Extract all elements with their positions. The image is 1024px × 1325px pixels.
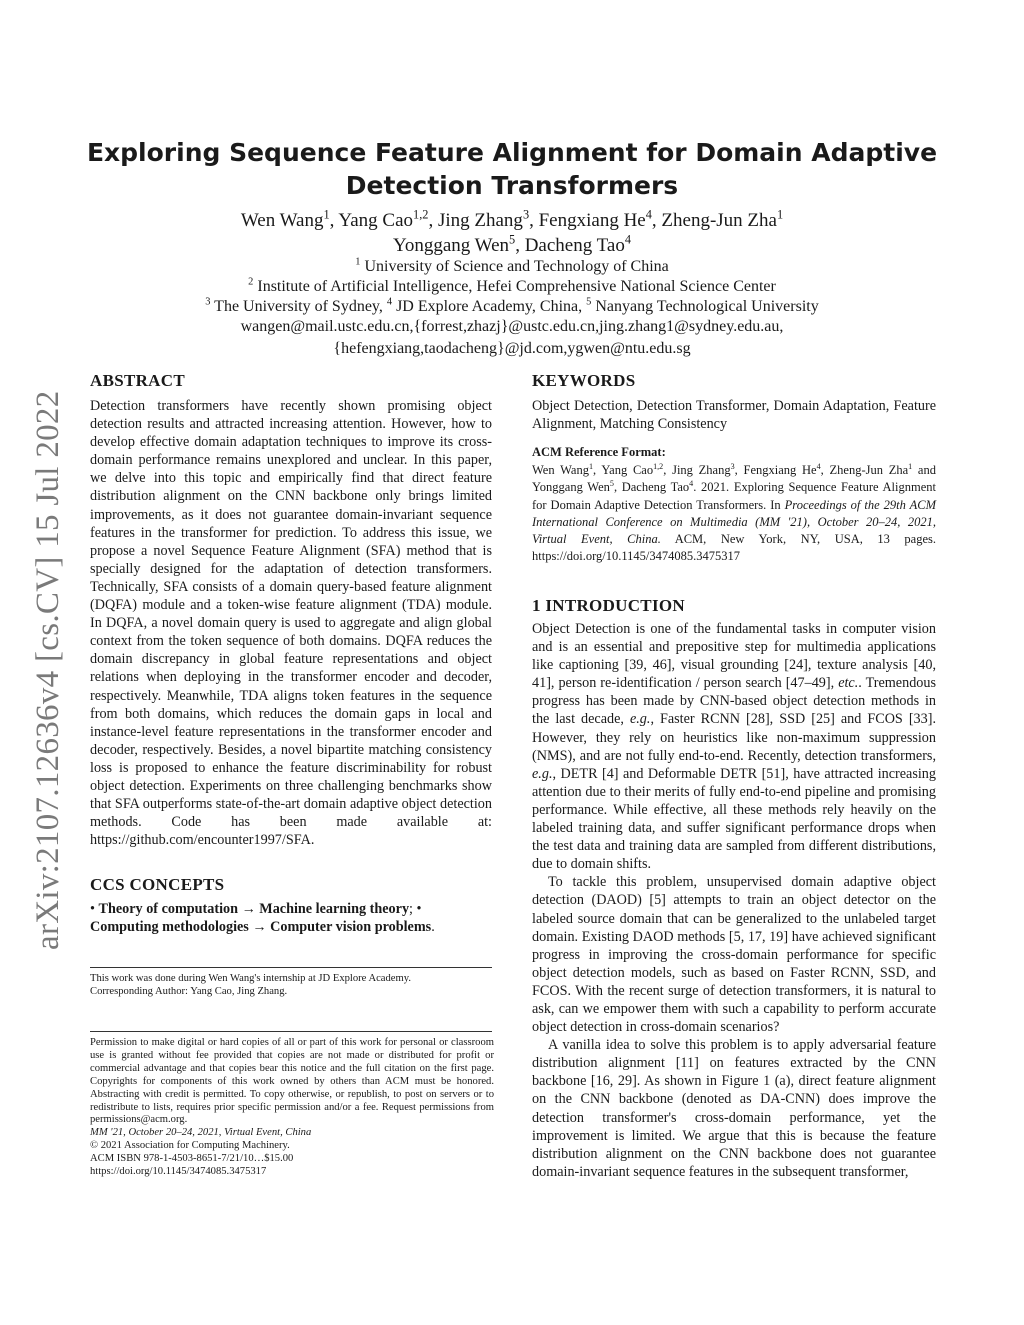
paper-title-line-1: Exploring Sequence Feature Alignment for Domain Adaptive bbox=[86, 138, 938, 167]
affiliation-marker: 5 bbox=[586, 296, 592, 308]
author-name: Fengxiang He bbox=[538, 210, 646, 231]
author-affiliation-marker: 1 bbox=[908, 461, 913, 471]
author-separator: , bbox=[820, 463, 830, 477]
reference-year-title: 2021. Exploring Sequence Feature Alignment for Domain Adaptive Detection Transformers. In bbox=[532, 480, 936, 512]
author-separator: , bbox=[663, 463, 673, 477]
author-separator: , bbox=[651, 210, 662, 231]
reference-proceedings: Proceedings of the 29th ACM International Conference on Multimedia (MM '21), October 20–24, 2021, Virtual Event, China. bbox=[532, 497, 936, 547]
author-affiliation-marker: 3 bbox=[730, 461, 735, 471]
footnote-line-1: This work was done during Wen Wang's internship at JD Explore Academy. bbox=[90, 973, 411, 984]
intro-paragraph-1 bbox=[532, 620, 936, 873]
author-name: Dacheng Tao bbox=[621, 480, 690, 495]
author-separator: , bbox=[529, 210, 539, 231]
introduction-heading: 1 INTRODUCTION bbox=[532, 596, 685, 615]
author-separator: , bbox=[329, 210, 339, 231]
intro-text-run: Object Detection is one of the fundamental tasks in computer vision and is an essential and prepositive step for multimedia applications like captioning [39, 46], visual grounding [24], texture analysis [40, 41], person re-identification / person search [47–49], bbox=[532, 621, 936, 692]
affiliation-text: The University of Sydney, bbox=[210, 298, 387, 315]
author-affiliation-marker: 5 bbox=[609, 479, 614, 489]
intro-italic-run: e.g. bbox=[629, 711, 651, 728]
ccs-concept-2: Computing methodologies → Computer vision problems bbox=[90, 919, 432, 936]
intro-italic-run: e.g. bbox=[532, 765, 553, 782]
copyright-line: © 2021 Association for Computing Machinery. bbox=[90, 1140, 290, 1152]
footnote-line-2: Corresponding Author: Yang Cao, Jing Zhang. bbox=[90, 985, 288, 997]
ccs-concepts-heading: CCS CONCEPTS bbox=[90, 875, 225, 894]
reference-format-text bbox=[532, 462, 936, 566]
affiliation-marker: 2 bbox=[248, 276, 254, 288]
author-name: Yonggang Wen bbox=[393, 235, 510, 256]
affiliation-text: University of Science and Technology of China bbox=[360, 258, 669, 275]
keywords-text: Object Detection, Detection Transformer, Domain Adaptation, Feature Alignment, Matching Consistency bbox=[532, 398, 936, 433]
author-name: Jing Zhang bbox=[672, 463, 731, 477]
reference-tail: ACM, New York, NY, USA, 13 pages. https://doi.org/10.1145/3474085.3475317 bbox=[532, 532, 936, 564]
author-affiliation-marker: 1 bbox=[323, 207, 330, 222]
author-list-line-1 bbox=[80, 207, 944, 232]
author-affiliation-marker: 1 bbox=[588, 461, 594, 471]
affiliation-text: Nanyang Technological University bbox=[591, 298, 819, 315]
author-name: Fengxiang He bbox=[743, 463, 817, 477]
affiliation-text: Institute of Artificial Intelligence, Hefei Comprehensive National Science Center bbox=[253, 278, 776, 295]
isbn-line: ACM ISBN 978-1-4503-8651-7/21/10…$15.00 bbox=[90, 1153, 294, 1165]
ccs-bullet: • bbox=[90, 901, 99, 917]
affiliation-marker: 1 bbox=[355, 256, 361, 268]
author-affiliation-marker: 1 bbox=[776, 207, 784, 222]
affiliation-marker: 4 bbox=[386, 296, 393, 308]
ccs-concept-1: Theory of computation → Machine learning theory bbox=[98, 901, 410, 917]
introduction-body bbox=[532, 620, 936, 1181]
author-name: Yonggang Wen bbox=[532, 480, 610, 495]
footnote bbox=[90, 973, 494, 999]
ccs-concepts-text bbox=[90, 900, 492, 936]
author-emails-line-2: {hefengxiang,taodacheng}@jd.com,ygwen@ntu.edu.sg bbox=[333, 340, 691, 357]
author-separator: and bbox=[912, 463, 936, 477]
author-affiliation-marker: 1,2 bbox=[413, 207, 429, 222]
affiliation-text: JD Explore Academy, China, bbox=[392, 298, 587, 315]
author-affiliation-marker: 4 bbox=[816, 461, 821, 471]
author-name: Wen Wang bbox=[240, 210, 324, 231]
permission-notice bbox=[90, 1037, 494, 1179]
arxiv-identifier-stamp: arXiv:2107.12636v4 [cs.CV] 15 Jul 2022 bbox=[30, 390, 66, 950]
conference-venue: MM '21, October 20–24, 2021, Virtual Event, China bbox=[90, 1127, 312, 1139]
paper-title-line-2: Detection Transformers bbox=[345, 171, 679, 200]
author-affiliation-marker: 5 bbox=[509, 232, 516, 247]
intro-text-run: . Tremendous progress has been made by CNN-based object detection methods in the last decade, bbox=[532, 675, 936, 728]
permission-text: Permission to make digital or hard copies of all or part of this work for personal or classroom use is granted without fee provided that copies are not made or distributed for profit or commercial advantage and that copies bear this notice and the full citation on the first page. Copyrights for components of this work owned by others than ACM must be honored. Abstracting with credit is permitted. To copy otherwise, or republish, to post on servers or to redistribute to lists, requires prior specific permission and/or a fee. Request permissions from permissions@acm.org. bbox=[90, 1037, 494, 1126]
paper-title bbox=[80, 136, 944, 202]
abstract-heading: ABSTRACT bbox=[90, 371, 185, 390]
author-name: Dacheng Tao bbox=[524, 235, 625, 256]
abstract-text: Detection transformers have recently shown promising object detection results and attracted increasing attention. However, how to develop effective domain adaptation techniques to improve its cross-domain performance remains unexplored and unclear. In this paper, we delve into this topic and empirically find that direct feature distribution alignment on the CNN backbone only brings limited improvements, as it does not guarantee domain-invariant sequence features in the transformer for prediction. To address this issue, we propose a novel Sequence Feature Alignment (SFA) method that is specially designed for the adaptation of detection transformers. Technically, SFA consists of a domain query-based feature alignment (DQFA) module and a token-wise feature alignment (TDA) module. In DQFA, a novel domain query is used to aggregate and align global context from the token sequence of both domains. DQFA reduces the domain discrepancy in global feature representations and object relations when deploying in the transformer encoder and decoder, respectively. Meanwhile, TDA aligns token features in the sequence from both domains, which reduces the domain gaps in local and instance-level feature representations in the transformer encoder and decoder, respectively. Besides, a novel bipartite matching consistency loss is proposed to enhance the feature discriminability for robust object detection. Experiments on three challenging benchmarks show that SFA outperforms state-of-the-art domain adaptive object detection methods. Code has been made available at: https://github.com/encounter1997/SFA. bbox=[90, 398, 492, 849]
ccs-bullet: • bbox=[416, 901, 422, 917]
author-emails-line-1: wangen@mail.ustc.edu.cn,{forrest,zhazj}@ustc.edu.cn,jing.zhang1@sydney.edu.au, bbox=[240, 318, 784, 335]
doi-line: https://doi.org/10.1145/3474085.3475317 bbox=[90, 1166, 267, 1178]
intro-text-run: , DETR [4] and Deformable DETR [51], have attracted increasing attention due to their merits of fully end-to-end pipeline and promising performance. While effective, all these methods rely heavily on the labeled training data, and suffer significant performance drops when the test data and training data are sampled from different distributions, due to domain shifts. bbox=[532, 765, 936, 873]
author-name: Zheng-Jun Zha bbox=[661, 210, 777, 231]
author-name: Zheng-Jun Zha bbox=[829, 463, 909, 477]
reference-format-heading: ACM Reference Format: bbox=[532, 445, 666, 459]
author-affiliation-marker: 4 bbox=[624, 232, 631, 247]
author-affiliation-marker: 1,2 bbox=[653, 461, 664, 471]
affiliation-2 bbox=[80, 278, 944, 296]
intro-paragraph-2: To tackle this problem, unsupervised domain adaptive object detection (DAOD) [5] attempts to train an object detector on the labeled source domain that can be generalized to the unlabeled target domain. Existing DAOD methods [5, 17, 19] have achieved significant progress in improving the cross-domain performance for specific object detection models, such as based on Faster RCNN, SSD, and FCOS. With the recent surge of detection transformers, it is natural to ask, can we empower them with such a capability to perform accurate object detection in cross-domain scenarios? bbox=[532, 874, 936, 1036]
author-name: Yang Cao bbox=[338, 210, 414, 231]
author-separator: , bbox=[613, 480, 622, 495]
author-separator: , bbox=[515, 235, 525, 256]
intro-paragraph-3: A vanilla idea to solve this problem is to apply adversarial feature distribution alignment [11] on features extracted by the CNN backbone [16, 29]. As shown in Figure 1 (a), direct feature alignment on the CNN backbone (denoted as DA-CNN) does improve the detection transformer's cross-domain performance, yet the improvement is limited. We argue that this is because the feature distribution alignment on the CNN backbone does not guarantee domain-invariant sequence features in the subsequent transformer, bbox=[532, 1037, 936, 1180]
ccs-separator: ; bbox=[409, 901, 417, 917]
author-affiliation-marker: 3 bbox=[522, 207, 530, 222]
author-separator: , bbox=[593, 463, 602, 477]
affiliation-marker: 3 bbox=[205, 296, 211, 308]
affiliation-3 bbox=[80, 298, 944, 316]
affiliation-1 bbox=[80, 258, 944, 276]
intro-italic-run: etc. bbox=[838, 675, 859, 692]
permission-divider bbox=[90, 1031, 492, 1032]
footnote-divider bbox=[90, 967, 492, 968]
ccs-end: . bbox=[431, 919, 435, 936]
author-affiliation-marker: 4 bbox=[645, 207, 652, 222]
author-affiliation-marker: 4 bbox=[689, 479, 694, 489]
author-name: Jing Zhang bbox=[437, 210, 523, 231]
intro-text-run: , Faster RCNN [28], SSD [25] and FCOS [33]. However, they rely on heuristics like non-maximum suppression (NMS), and are not fully end-to-end. Recently, detection transformers, bbox=[532, 711, 936, 764]
author-separator: . bbox=[693, 480, 702, 495]
author-separator: , bbox=[428, 210, 438, 231]
author-list-line-2 bbox=[80, 232, 944, 257]
keywords-heading: KEYWORDS bbox=[532, 371, 636, 390]
author-name: Yang Cao bbox=[601, 463, 654, 477]
author-name: Wen Wang bbox=[532, 463, 589, 477]
author-separator: , bbox=[734, 463, 744, 477]
